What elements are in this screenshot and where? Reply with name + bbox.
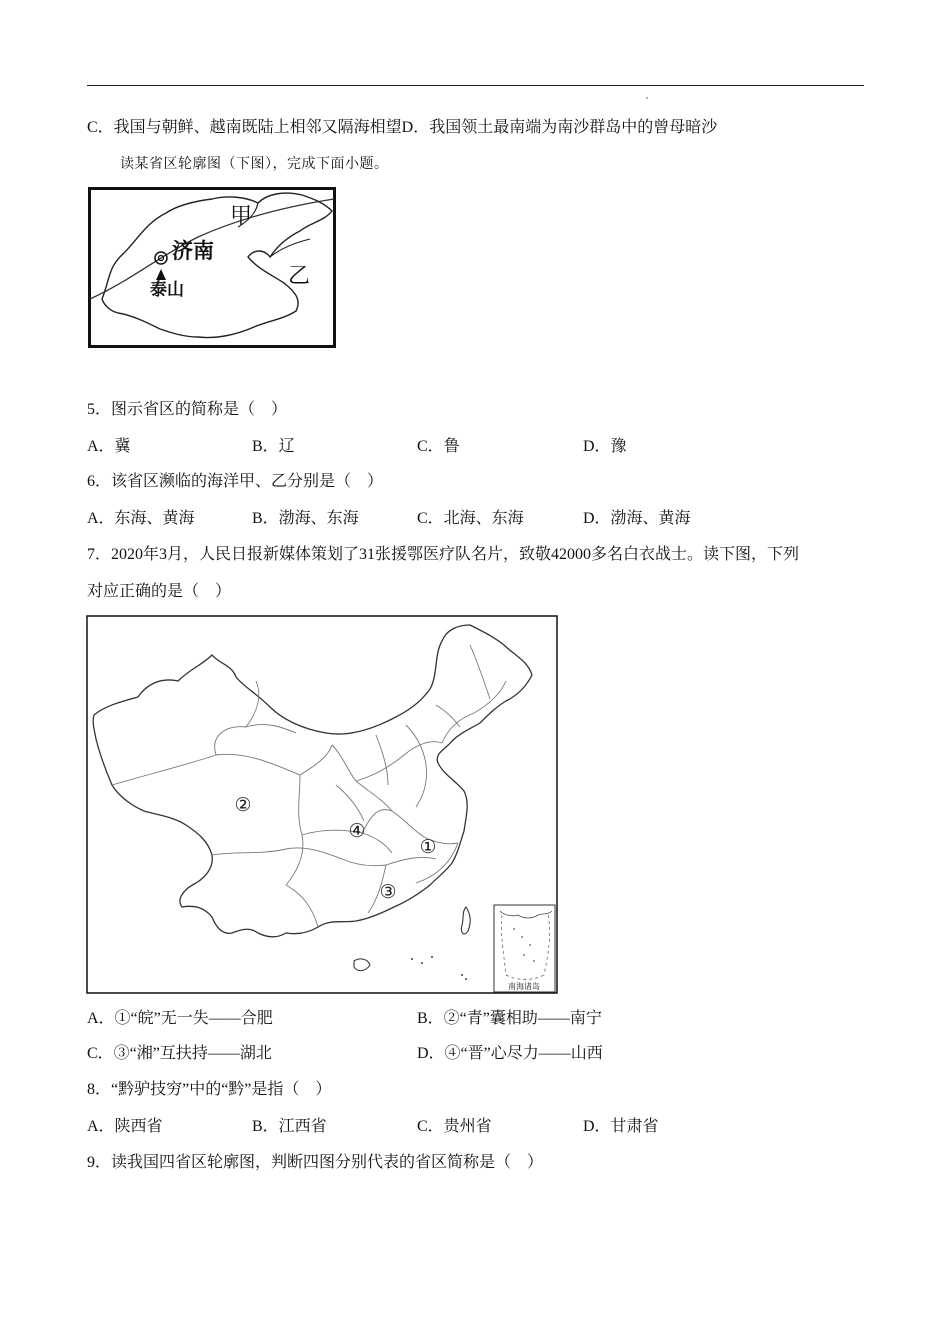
question-7-stem-line1: 7．2020年3月，人民日报新媒体策划了31张援鄂医疗队名片，致敬42000多名白衣战士。读下图，下列: [87, 546, 800, 563]
inset-caption: 南海诸岛: [508, 982, 540, 991]
china-province-map: [86, 615, 558, 994]
q8-option-d[interactable]: D．甘肃省: [583, 1118, 659, 1135]
question-9-stem: 9．读我国四省区轮廓图，判断四图分别代表的省区简称是（ ）: [87, 1154, 544, 1171]
reading-intro: 读某省区轮廓图（下图），完成下面小题。: [120, 156, 389, 172]
q5-option-a[interactable]: A．冀: [87, 438, 131, 455]
sea-label-jia: 甲: [230, 204, 253, 229]
q6-option-c[interactable]: C．北海、东海: [417, 510, 524, 527]
q7-option-d[interactable]: D．④“晋”心尽力——山西: [417, 1045, 603, 1062]
q6-option-b[interactable]: B．渤海、东海: [252, 510, 359, 527]
q6-option-d[interactable]: D．渤海、黄海: [583, 510, 691, 527]
city-label-jinan: 济南: [172, 239, 214, 263]
province-mark-3: ③: [379, 881, 397, 903]
question-8-stem: 8．“黔驴技穷”中的“黔”是指（ ）: [87, 1081, 332, 1098]
question-6-stem: 6．该省区濒临的海洋甲、乙分别是（ ）: [87, 473, 384, 490]
q5-option-d[interactable]: D．豫: [583, 438, 627, 455]
q8-option-c[interactable]: C．贵州省: [417, 1118, 492, 1135]
q7-option-a[interactable]: A．①“皖”无一失——合肥: [87, 1010, 273, 1027]
south-china-sea-inset: [494, 905, 555, 992]
page-dot: [646, 97, 648, 99]
question-5-stem: 5．图示省区的简称是（ ）: [87, 401, 288, 418]
header-rule: [87, 85, 864, 86]
province-mark-1: ①: [419, 836, 437, 858]
q8-option-b[interactable]: B．江西省: [252, 1118, 327, 1135]
province-mark-2: ②: [234, 794, 252, 816]
q7-option-b[interactable]: B．②“青”囊相助——南宁: [417, 1010, 602, 1027]
q6-option-a[interactable]: A．东海、黄海: [87, 510, 195, 527]
question-7-stem-line2: 对应正确的是（ ）: [87, 583, 232, 600]
sea-label-yi: 乙: [288, 264, 311, 289]
q5-option-b[interactable]: B．辽: [252, 438, 295, 455]
option-line-c-d: C．我国与朝鲜、越南既陆上相邻又隔海相望D．我国领土最南端为南沙群岛中的曾母暗沙: [87, 119, 718, 136]
mountain-label-taishan: 泰山: [150, 280, 184, 300]
q7-option-c[interactable]: C．③“湘”互扶持——湖北: [87, 1045, 272, 1062]
q5-option-c[interactable]: C．鲁: [417, 438, 460, 455]
province-outline-map: [88, 187, 336, 348]
province-mark-4: ④: [348, 820, 366, 842]
q8-option-a[interactable]: A．陕西省: [87, 1118, 163, 1135]
